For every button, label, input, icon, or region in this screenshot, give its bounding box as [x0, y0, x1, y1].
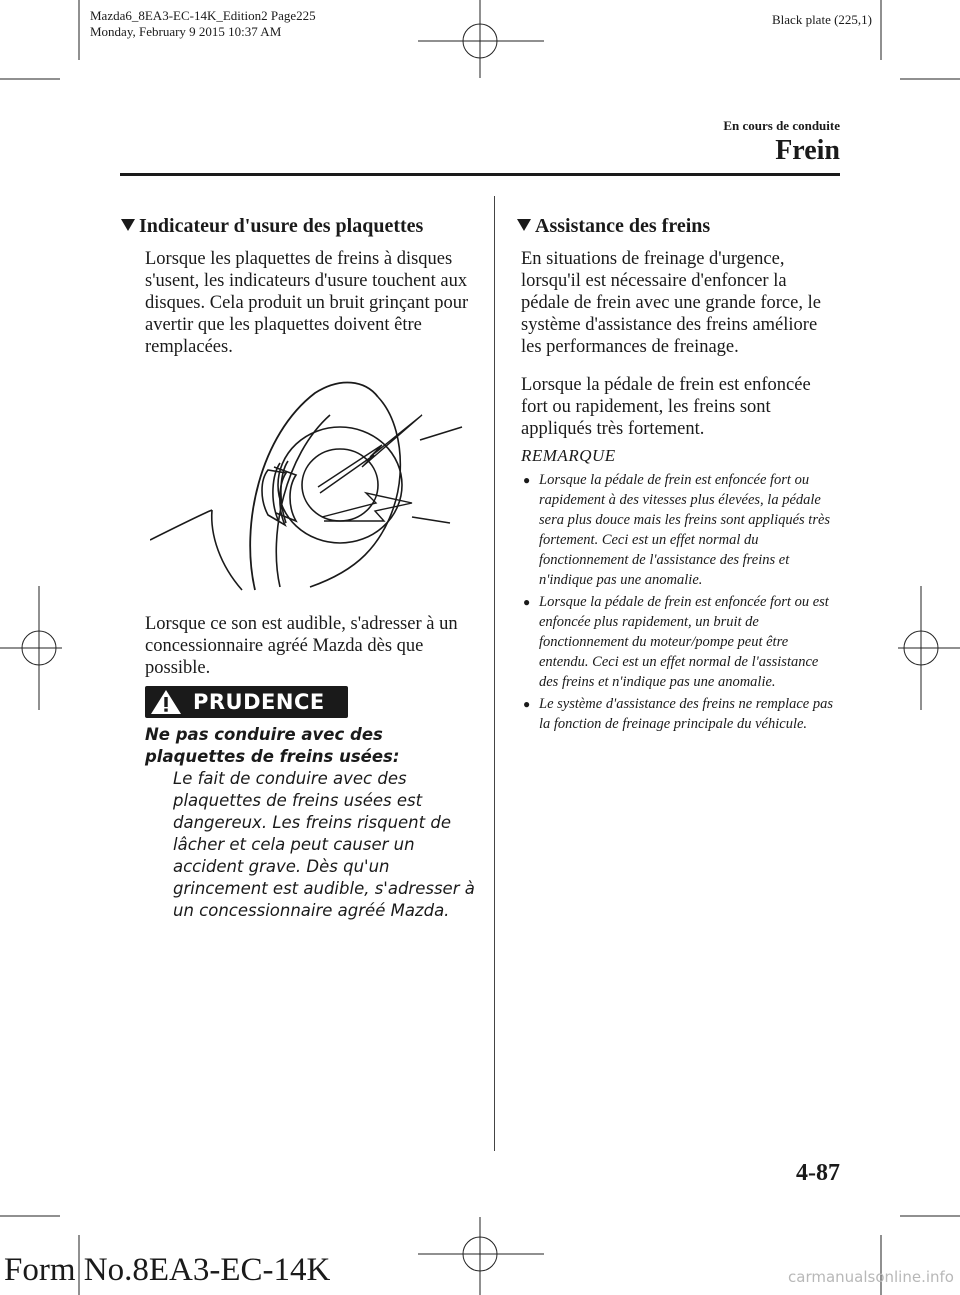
warning-triangle-icon — [149, 688, 183, 716]
page-number: 4-87 — [796, 1160, 840, 1186]
bullet-icon: ● — [523, 697, 531, 711]
brake-wear-illustration — [150, 375, 470, 595]
section-title-brake-assist-text: Assistance des freins — [535, 215, 711, 237]
page-title: Frein — [775, 135, 840, 166]
note-list — [521, 470, 841, 736]
caution-badge — [145, 686, 348, 718]
caution-label: PRUDENCE — [193, 690, 325, 714]
watermark: carmanualsonline.info — [788, 1268, 954, 1286]
column-divider — [494, 196, 495, 1151]
plate-label: Black plate (225,1) — [772, 12, 872, 27]
caution-body: Le fait de conduire avec des plaquettes de freins usées est dangereux. Les freins risquent de lâcher et cela peut causer un accident grave. Dès qu'un grincement est audible, s'adresser à un concessionnaire agréé Mazda. — [173, 769, 475, 920]
note-item — [521, 694, 841, 734]
bullet-icon: ● — [523, 473, 531, 487]
note-label: REMARQUE — [521, 446, 616, 465]
pad-wear-intro: Lorsque les plaquettes de freins à disques s'usent, les indicateurs d'usure touchent aux disques. Cela produit un bruit grinçant pour avertir que les plaquettes doivent être remplacées. — [145, 249, 469, 357]
note-text: Lorsque la pédale de frein est enfoncée fort ou rapidement à des vitesses plus élevées, la pédale sera plus douce mais les freins sont appliqués très fortement. Ceci est un effet normal du fonctionnement de l'assistance des freins et n'indique pas une anomalie. — [539, 472, 831, 588]
print-date-line: Monday, February 9 2015 10:37 AM — [90, 24, 282, 39]
print-file-line: Mazda6_8EA3-EC-14K_Edition2 Page225 — [90, 8, 316, 23]
section-title-pad-wear-text: Indicateur d'usure des plaquettes — [139, 215, 424, 237]
form-number: Form No.8EA3-EC-14K — [4, 1252, 331, 1288]
bullet-icon: ● — [523, 595, 531, 609]
brake-assist-para-1: En situations de freinage d'urgence, lorsqu'il est nécessaire d'enfoncer la pédale de frein avec une grande force, le système d'assistance des freins améliore les performances de freinage. — [521, 249, 821, 357]
section-title-brake-assist — [517, 214, 710, 238]
note-text: Le système d'assistance des freins ne remplace pas la fonction de freinage principale du véhicule. — [539, 696, 833, 732]
caution-heading: Ne pas conduire avec des plaquettes de freins usées: — [145, 725, 400, 766]
section-title-pad-wear — [121, 214, 423, 238]
pad-wear-advice: Lorsque ce son est audible, s'adresser à un concessionnaire agréé Mazda dès que possible. — [145, 614, 458, 678]
triangle-marker-icon — [121, 219, 135, 231]
brake-assist-para-2: Lorsque la pédale de frein est enfoncée fort ou rapidement, les freins sont appliqués très fortement. — [521, 375, 811, 439]
triangle-marker-icon — [517, 219, 531, 231]
chapter-title: En cours de conduite — [723, 118, 840, 133]
note-item — [521, 592, 841, 692]
note-item — [521, 470, 841, 590]
header-rule — [120, 173, 840, 176]
note-text: Lorsque la pédale de frein est enfoncée fort ou est enfoncée plus rapidement, un bruit de fonctionnement du moteur/pompe peut être entendu. Ceci est un effet normal de l'assistance des freins et n'indique pas une anomalie. — [539, 594, 829, 690]
